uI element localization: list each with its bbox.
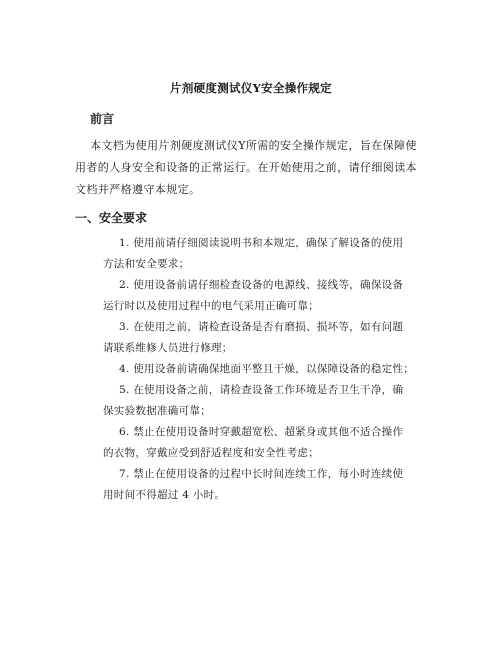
preface-line-3: 文档并严格遵守本规定。 [75, 183, 201, 196]
list-item-7-line-1: 7. 禁止在使用设备的过程中长时间连续工作，每小时连续使 [119, 468, 404, 480]
list-item-3-line-1: 3. 在使用之前，请检查设备是否有磨损、损坏等，如有问题 [119, 321, 404, 333]
list-item-2-line-1: 2. 使用设备前请仔细检查设备的电源线、接线等，确保设备 [119, 279, 404, 291]
list-item-3-line-2: 请联系维修人员进行修理； [103, 342, 233, 354]
preface-heading: 前言 [90, 112, 115, 126]
preface-line-1: 本文档为使用片剂硬度测试仪Y所需的安全操作规定，旨在保障使 [90, 139, 417, 152]
list-item-6-line-2: 的衣物，穿戴应受到舒适程度和安全性考虑； [103, 447, 319, 459]
list-item-1-line-2: 方法和安全要求； [103, 258, 190, 270]
list-item-1-line-1: 1. 使用前请仔细阅读说明书和本规定，确保了解设备的使用 [119, 237, 404, 249]
list-item-2-line-2: 运行时以及使用过程中的电气采用正确可靠； [103, 300, 319, 312]
list-item-7-line-2: 用时间不得超过 4 小时。 [103, 489, 226, 501]
list-item-4-line-1: 4. 使用设备前请确保地面平整且干燥，以保障设备的稳定性； [119, 363, 415, 375]
list-item-5-line-1: 5. 在使用设备之前，请检查设备工作环境是否卫生干净，确 [119, 384, 404, 396]
preface-line-2: 用者的人身安全和设备的正常运行。在开始使用之前，请仔细阅读本 [75, 161, 417, 174]
section-heading-safety-requirements: 一、安全要求 [75, 211, 148, 225]
list-item-6-line-1: 6. 禁止在使用设备时穿戴超宽松、超紧身或其他不适合操作 [119, 426, 404, 438]
list-item-5-line-2: 保实验数据准确可靠； [103, 405, 211, 417]
safety-requirements-list [0, 233, 414, 506]
preface-paragraph [75, 135, 417, 201]
document-title: 片剂硬度测试仪Y安全操作规定 [170, 81, 332, 95]
